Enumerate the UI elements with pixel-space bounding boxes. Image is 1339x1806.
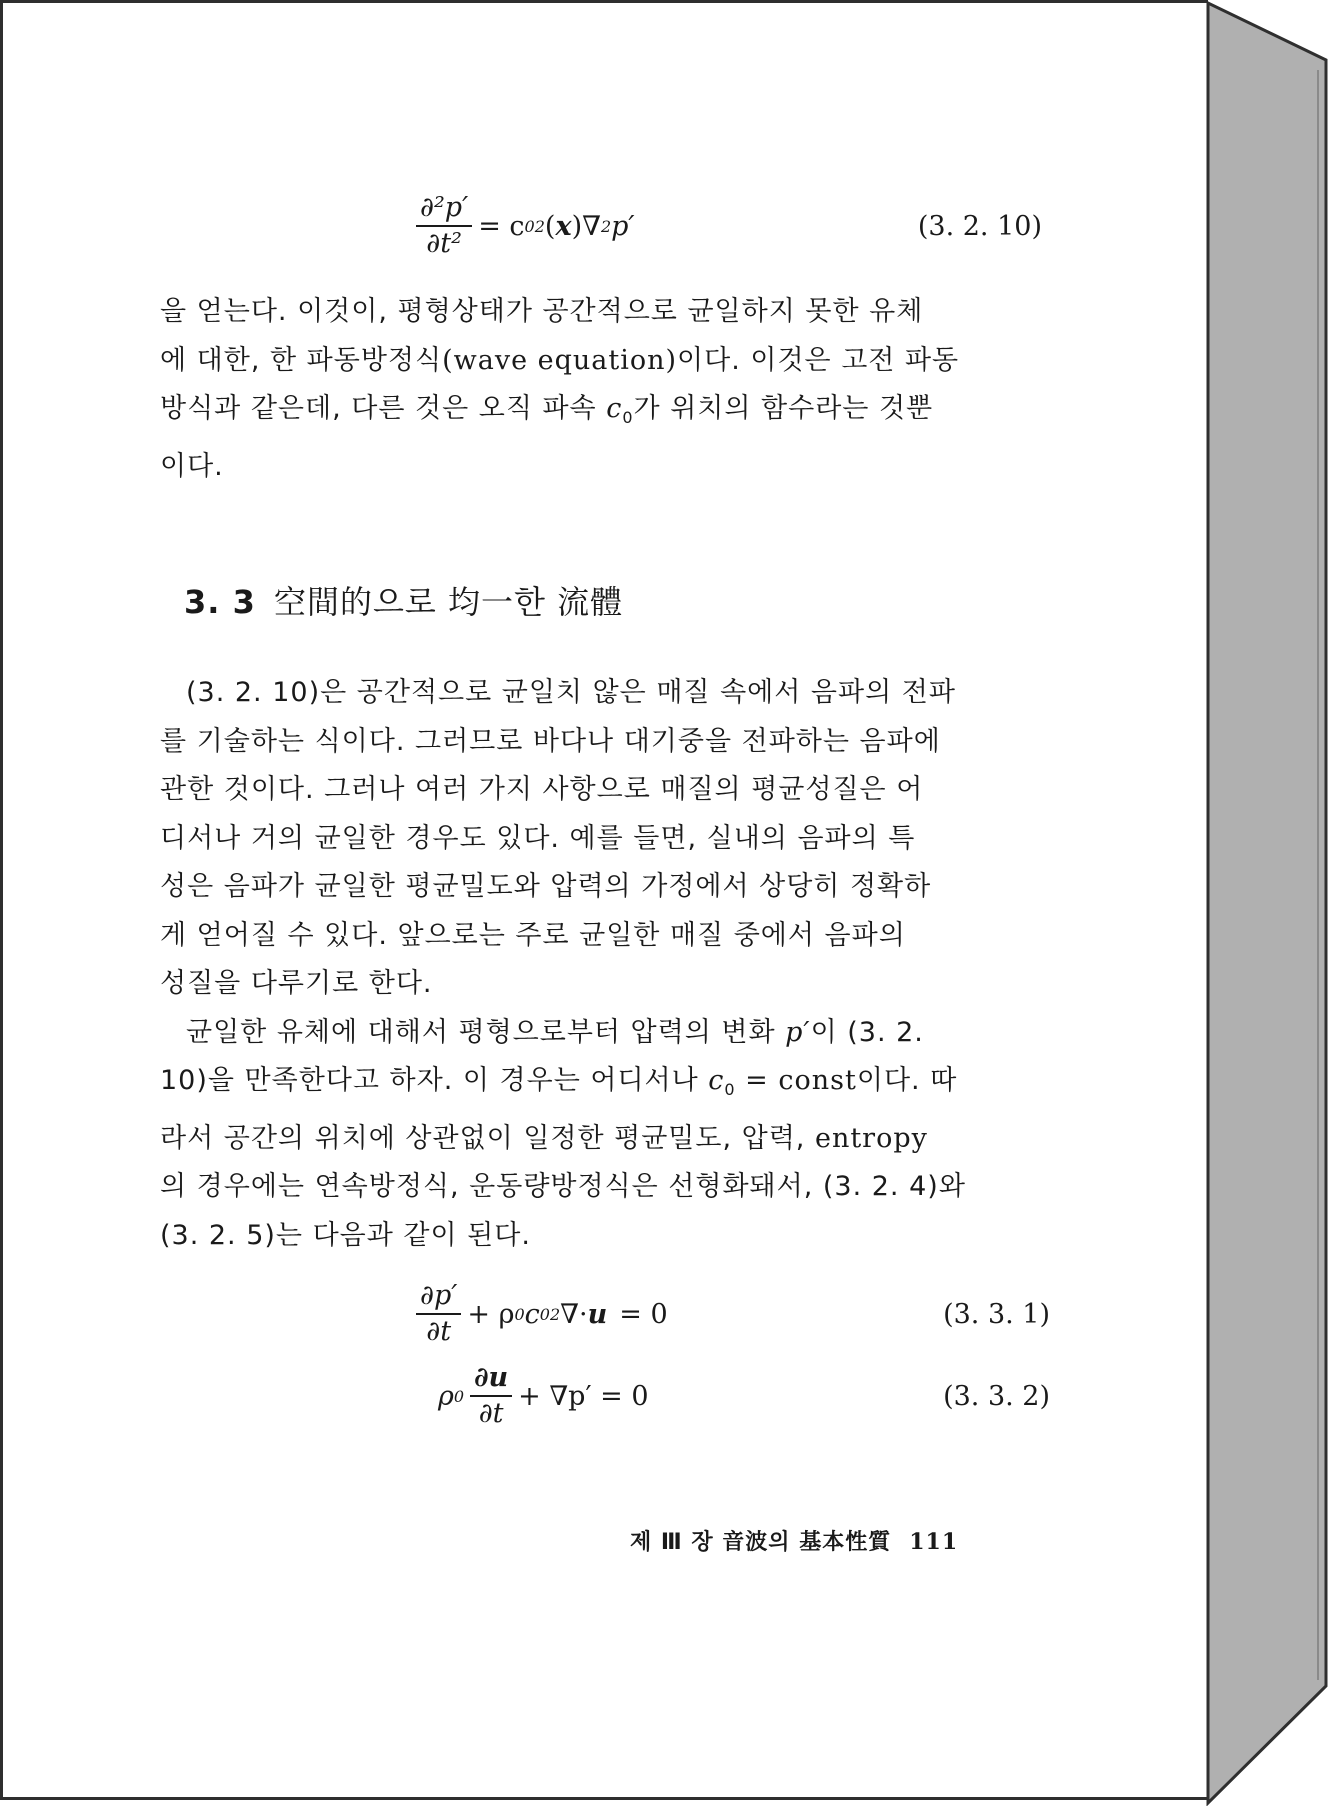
- superscript: 2: [534, 216, 545, 236]
- equation-text: ρ: [438, 1380, 454, 1412]
- text-span: 이다. 이것은 고전 파동: [677, 344, 960, 376]
- equation-variable: x: [555, 210, 572, 242]
- text-line: 의 경우에는 연속방정식, 운동량방정식은 선형화돼서, (3. 2. 4)와: [160, 1171, 966, 1202]
- text-span: 방식과 같은데, 다른 것은 오직 파속: [160, 393, 607, 424]
- equation-text: + ∇p′ = 0: [518, 1380, 649, 1412]
- text-line: [160, 337, 1050, 386]
- text-line: (3. 2. 10)은 공간적으로 균일치 않은 매질 속에서 음파의 전파: [186, 677, 956, 708]
- equation-text: ∇·: [560, 1298, 588, 1330]
- text-line: [160, 1009, 1050, 1058]
- subscript: 0: [514, 1304, 525, 1324]
- text-span: (wave equation): [442, 344, 678, 376]
- subscript: 0: [524, 216, 535, 236]
- text-line: 을 얻는다. 이것이, 평형상태가 공간적으로 균일하지 못한 유체: [160, 296, 924, 327]
- text-line: [160, 385, 1050, 443]
- subscript: 0: [622, 408, 634, 427]
- fraction-numerator: ∂²p′: [416, 193, 472, 227]
- text-span: = const: [735, 1065, 857, 1096]
- equation-text: )∇: [571, 210, 601, 242]
- page-content: [160, 160, 1050, 1432]
- text-span: 라서 공간의 위치에 상관없이 일정한 평균밀도, 압력,: [160, 1122, 815, 1154]
- subscript: 0: [453, 1386, 465, 1406]
- section-number: 3. 3: [184, 583, 256, 621]
- equation-number: (3. 3. 1): [943, 1298, 1050, 1330]
- equation-expression: [410, 1278, 668, 1350]
- text-span: 가 위치의 함수라는 것뿐: [633, 393, 934, 424]
- equation-text: = c: [478, 210, 525, 242]
- text-line: 성은 음파가 균일한 평균밀도와 압력의 가정에서 상당히 정확하: [160, 871, 932, 902]
- section-heading: [160, 577, 1050, 627]
- paragraph-1: [160, 288, 1050, 491]
- fraction: [470, 1363, 512, 1429]
- text-line: (3. 2. 5)는 다음과 같이 된다.: [160, 1219, 531, 1251]
- subscript: 0: [539, 1304, 550, 1324]
- page-footer: [630, 1525, 1030, 1556]
- text-span: entropy: [814, 1122, 928, 1154]
- fraction: [416, 1281, 461, 1347]
- text-line: 이다.: [160, 450, 224, 482]
- text-span: 이 (3. 2.: [810, 1016, 924, 1048]
- paragraph-2: [160, 669, 1050, 1009]
- text-line: 디서나 거의 균일한 경우도 있다. 예를 들면, 실내의 음파의 특: [160, 822, 916, 854]
- text-line: 관한 것이다. 그러나 여러 가지 사항으로 매질의 평균성질은 어: [160, 774, 924, 805]
- equation-variable: u: [587, 1298, 608, 1330]
- fraction: [416, 193, 472, 259]
- text-span: 이다. 따: [856, 1065, 958, 1096]
- equation-text: = 0: [619, 1298, 668, 1330]
- text-span: 균일한 유체에 대해서 평형으로부터 압력의 변화: [186, 1016, 786, 1048]
- text-line: [160, 1057, 1050, 1115]
- page-number: 111: [909, 1529, 959, 1555]
- superscript: 2: [549, 1304, 561, 1324]
- equation-3-3-2: [160, 1360, 1050, 1432]
- equation-number: (3. 2. 10): [917, 210, 1042, 242]
- math-variable: c: [708, 1065, 725, 1096]
- text-span: 10)을 만족한다고 하자. 이 경우는 어디서나: [160, 1065, 709, 1096]
- fraction-denominator: ∂t²: [426, 228, 462, 259]
- equation-expression: [438, 1360, 649, 1432]
- section-title: 空間的으로 均一한 流體: [274, 583, 624, 621]
- superscript: 2: [600, 216, 612, 236]
- fraction-numerator: ∂u: [470, 1363, 512, 1397]
- equation-3-2-10: [160, 190, 1050, 262]
- math-variable: p′: [785, 1016, 811, 1048]
- fraction-denominator: ∂t: [426, 1316, 452, 1347]
- fraction-denominator: ∂t: [478, 1398, 504, 1429]
- text-line: 성질을 다루기로 한다.: [160, 968, 433, 999]
- equation-3-3-1: [160, 1278, 1050, 1350]
- fraction-numerator: ∂p′: [416, 1281, 461, 1315]
- text-line: 게 얻어질 수 있다. 앞으로는 주로 균일한 매질 중에서 음파의: [160, 919, 906, 951]
- equation-text: (: [544, 210, 556, 242]
- text-line: 를 기술하는 식이다. 그러므로 바다나 대기중을 전파하는 음파에: [160, 725, 941, 757]
- text-line: [160, 1115, 1050, 1164]
- subscript: 0: [724, 1080, 736, 1099]
- equation-text: + ρ: [467, 1298, 515, 1330]
- equation-text: p′: [611, 210, 635, 242]
- chapter-title: 제 Ⅲ 장 音波의 基本性質: [630, 1530, 892, 1555]
- math-variable: c: [606, 393, 623, 424]
- paragraph-3: [160, 1009, 1050, 1261]
- text-span: 에 대한, 한 파동방정식: [160, 344, 443, 376]
- equation-expression: [410, 190, 635, 262]
- equation-text: c: [524, 1298, 540, 1330]
- equation-number: (3. 3. 2): [943, 1380, 1050, 1412]
